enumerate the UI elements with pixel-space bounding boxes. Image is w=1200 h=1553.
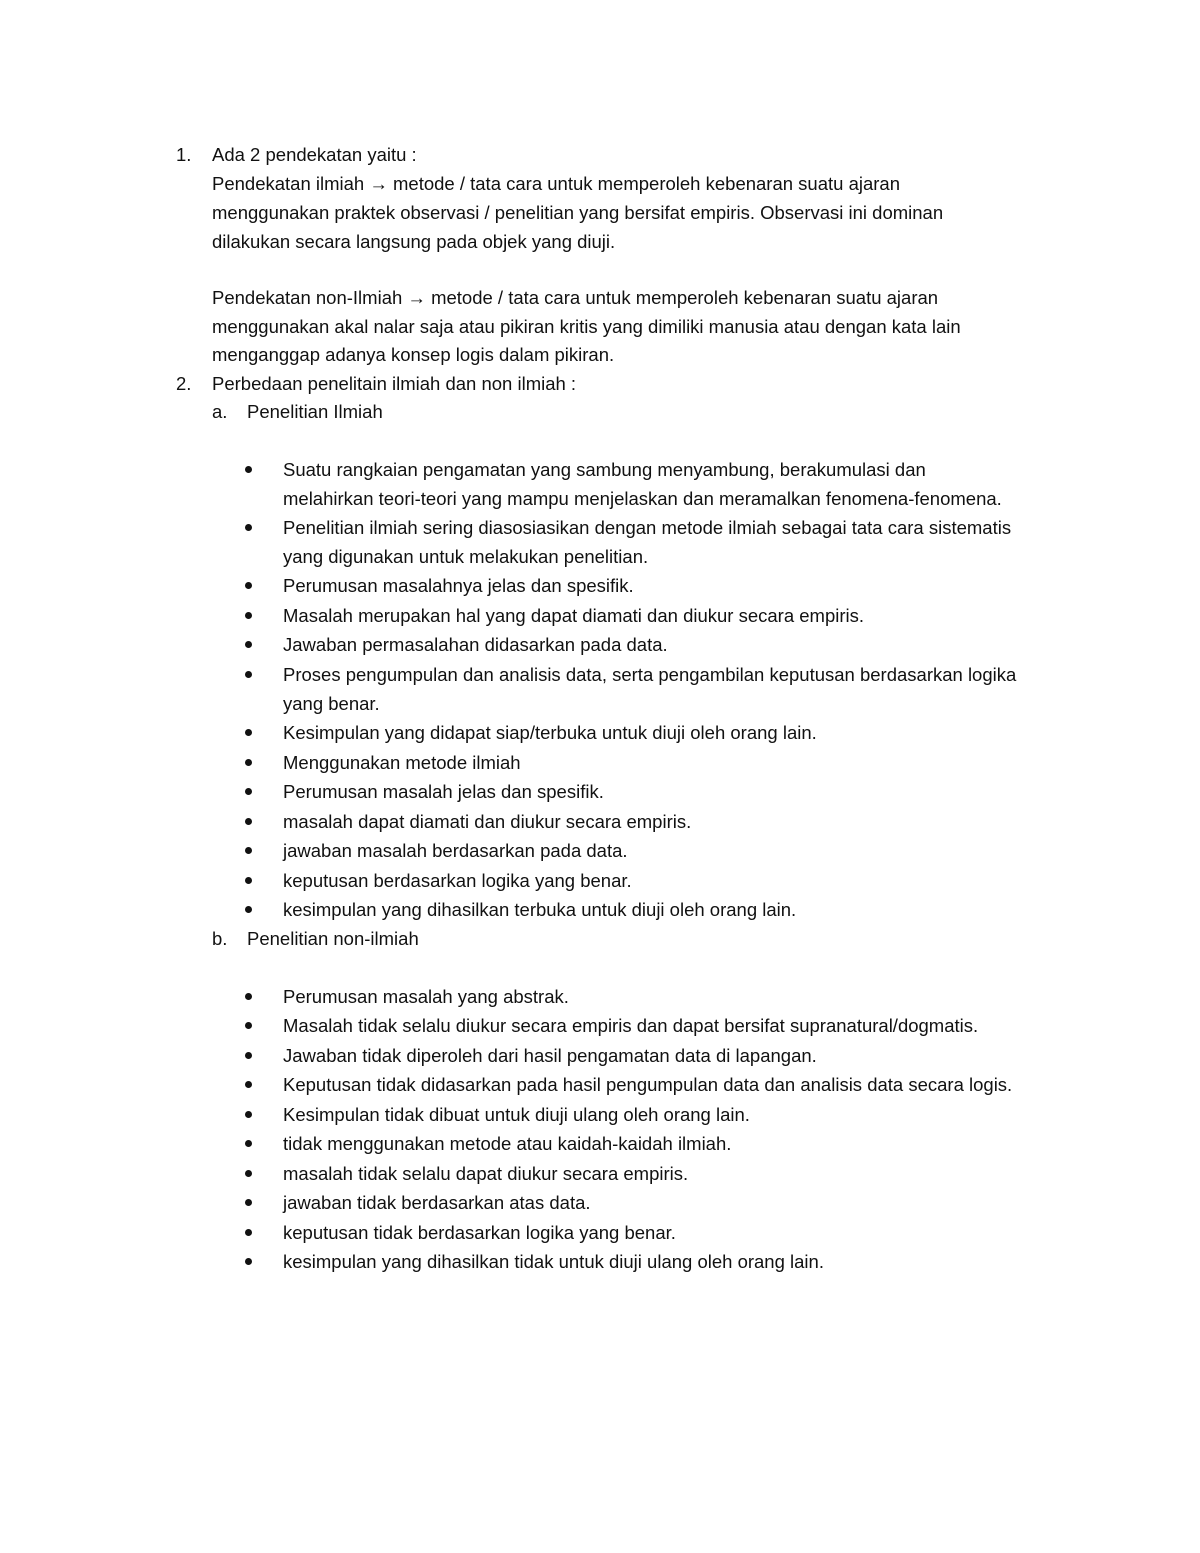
bullet-icon	[245, 466, 252, 473]
section1-heading: Ada 2 pendekatan yaitu :	[212, 144, 417, 165]
bullet-icon	[245, 582, 252, 589]
list-item: kesimpulan yang dihasilkan terbuka untuk diuji oleh orang lain.	[283, 899, 797, 920]
list-item: keputusan berdasarkan logika yang benar.	[283, 870, 632, 891]
list-item: jawaban masalah berdasarkan pada data.	[283, 840, 628, 861]
ilmiah-label: Pendekatan ilmiah	[212, 173, 365, 194]
list-item-continuation: yang benar.	[283, 693, 380, 714]
list-item-continuation: melahirkan teori-teori yang mampu menjelaskan dan meramalkan fenomena-fenomena.	[283, 488, 1002, 509]
bullet-icon	[245, 1229, 252, 1236]
list-item: Perumusan masalah jelas dan spesifik.	[283, 781, 604, 802]
bullet-icon	[245, 641, 252, 648]
non-ilmiah-label: Pendekatan non-Ilmiah	[212, 287, 403, 308]
bullet-icon	[245, 1081, 252, 1088]
bullet-icon	[245, 847, 252, 854]
bullet-icon	[245, 1111, 252, 1118]
bullet-icon	[245, 906, 252, 913]
list-number-1: 1.	[176, 144, 192, 165]
list-item: jawaban tidak berdasarkan atas data.	[283, 1192, 591, 1213]
bullet-icon	[245, 729, 252, 736]
subsection-b-title: Penelitian non-ilmiah	[247, 928, 419, 949]
bullet-icon	[245, 1140, 252, 1147]
list-item: Proses pengumpulan dan analisis data, serta pengambilan keputusan berdasarkan logika	[283, 664, 1017, 685]
bullet-icon	[245, 993, 252, 1000]
bullet-icon	[245, 759, 252, 766]
bullet-icon	[245, 1258, 252, 1265]
subsection-a-title: Penelitian Ilmiah	[247, 401, 383, 422]
section2-heading: Perbedaan penelitain ilmiah dan non ilmiah :	[212, 373, 577, 394]
bullet-icon	[245, 1022, 252, 1029]
list-item: kesimpulan yang dihasilkan tidak untuk diuji ulang oleh orang lain.	[283, 1251, 824, 1272]
list-item: Penelitian ilmiah sering diasosiasikan dengan metode ilmiah sebagai tata cara sistematis	[283, 517, 1012, 538]
bullet-icon	[245, 788, 252, 795]
list-item: Keputusan tidak didasarkan pada hasil pengumpulan data dan analisis data secara logis.	[283, 1074, 1013, 1095]
bullet-icon	[245, 1170, 252, 1177]
list-item: Masalah tidak selalu diukur secara empiris dan dapat bersifat supranatural/dogmatis.	[283, 1015, 979, 1036]
bullet-icon	[245, 671, 252, 678]
list-item: tidak menggunakan metode atau kaidah-kaidah ilmiah.	[283, 1133, 732, 1154]
list-item: Masalah merupakan hal yang dapat diamati dan diukur secara empiris.	[283, 605, 865, 626]
list-item: masalah tidak selalu dapat diukur secara empiris.	[283, 1163, 689, 1184]
list-item: Jawaban tidak diperoleh dari hasil pengamatan data di lapangan.	[283, 1045, 817, 1066]
list-item-continuation: yang digunakan untuk melakukan penelitian.	[283, 546, 649, 567]
list-item: Perumusan masalah yang abstrak.	[283, 986, 569, 1007]
list-item: Jawaban permasalahan didasarkan pada data.	[283, 634, 668, 655]
list-item: Menggunakan metode ilmiah	[283, 752, 521, 773]
ilmiah-text-1: metode / tata cara untuk memperoleh kebenaran suatu ajaran	[393, 173, 901, 194]
ilmiah-text-3: dilakukan secara langsung pada objek yang diuji.	[212, 231, 616, 252]
ilmiah-text-2: menggunakan praktek observasi / penelitian yang bersifat empiris. Observasi ini dominan	[212, 202, 944, 223]
list-item: Suatu rangkaian pengamatan yang sambung menyambung, berakumulasi dan	[283, 459, 926, 480]
right-arrow-icon: →	[407, 287, 426, 308]
bullet-icon	[245, 877, 252, 884]
bullet-icon	[245, 1052, 252, 1059]
sublist-marker-b: b.	[212, 928, 228, 949]
list-number-2: 2.	[176, 373, 192, 394]
sublist-marker-a: a.	[212, 401, 228, 422]
list-item: masalah dapat diamati dan diukur secara empiris.	[283, 811, 692, 832]
non-ilmiah-text-3: menganggap adanya konsep logis dalam pikiran.	[212, 344, 615, 365]
list-item: Kesimpulan tidak dibuat untuk diuji ulang oleh orang lain.	[283, 1104, 750, 1125]
non-ilmiah-text-2: menggunakan akal nalar saja atau pikiran kritis yang dimiliki manusia atau dengan kata lain	[212, 316, 961, 337]
bullet-icon	[245, 612, 252, 619]
bullet-icon	[245, 818, 252, 825]
bullet-icon	[245, 1199, 252, 1206]
non-ilmiah-definition-line-1	[212, 283, 938, 313]
list-item: Kesimpulan yang didapat siap/terbuka untuk diuji oleh orang lain.	[283, 722, 817, 743]
right-arrow-icon: →	[369, 173, 388, 194]
list-item: keputusan tidak berdasarkan logika yang benar.	[283, 1222, 676, 1243]
non-ilmiah-text-1: metode / tata cara untuk memperoleh kebenaran suatu ajaran	[431, 287, 939, 308]
ilmiah-definition-line-1	[212, 169, 900, 199]
bullet-icon	[245, 524, 252, 531]
list-item: Perumusan masalahnya jelas dan spesifik.	[283, 575, 634, 596]
